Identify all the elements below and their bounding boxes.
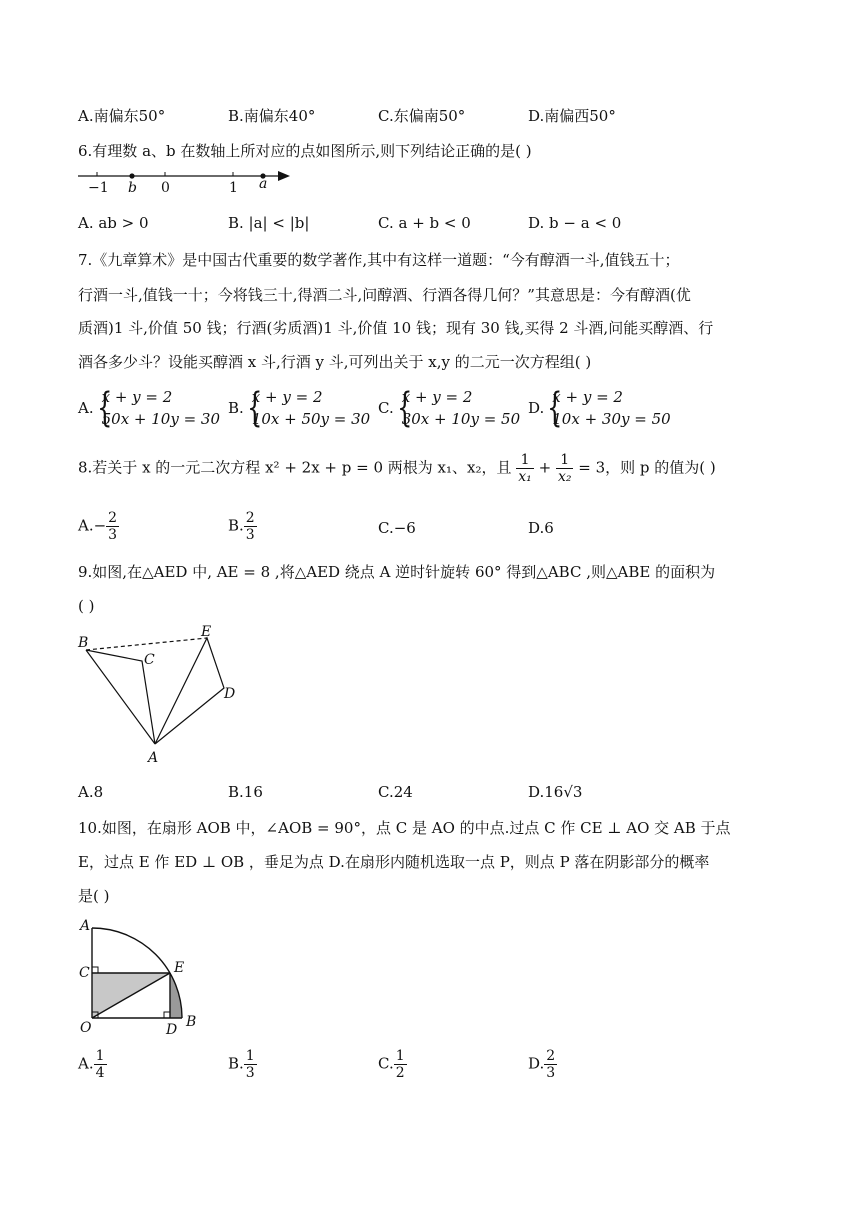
q5-option-c: C.东偏南50° [378, 107, 466, 125]
label-c: C [79, 965, 90, 981]
q8-option-b: B. $\frac{2}{3}$ [228, 510, 255, 543]
point-b [129, 173, 134, 178]
tick-zero: 0 [161, 180, 170, 196]
q9-option-a: A.8 [78, 783, 104, 801]
tick-b: b [128, 180, 137, 196]
q10-stem-2: E，过点 E 作 ED ⊥ OB ，垂足为点 D.在扇形内随机选取一点 P，则点 P 落在阴影部分的概率 [78, 853, 710, 871]
q8-option-c: C.−6 [378, 519, 416, 537]
q7-line-3: 质酒)1 斗,价值 50 钱；行酒(劣质酒)1 斗,价值 10 钱；现有 30 钱,买得 2 斗酒,问能买醇酒、行 [78, 319, 714, 337]
q8-stem: 8.若关于 x 的一元二次方程 x² + 2x + p = 0 两根为 x₁、x₂，且 $\frac{1}{\text{x₁}}$ + $\frac{1}{\text{x₂}}$ = 3，则 p 的值为( ) [78, 452, 716, 485]
q10-option-a: A. $\frac{1}{4}$ [78, 1048, 105, 1081]
q10-figure [74, 912, 214, 1042]
label-a: A [80, 918, 91, 934]
q7-line-4: 酒各多少斗？设能买醇酒 x 斗,行酒 y 斗,可列出关于 x,y 的二元一次方程组( ) [78, 353, 592, 371]
q7-line-2: 行酒一斗,值钱一十；今将钱三十,得酒二斗,问醇酒、行酒各得几何？”其意思是：今有醇酒(优 [78, 286, 691, 304]
label-d: D [166, 1022, 178, 1038]
label-d: D [224, 686, 236, 702]
q9-figure [70, 620, 250, 770]
label-b: B [78, 635, 89, 651]
label-a: A [148, 750, 159, 766]
tick-minus-one: −1 [88, 180, 109, 196]
q7-option-a: A. { x + y = 2 50x + 10y = 30 [78, 385, 221, 431]
q7-line-1: 7.《九章算术》是中国古代重要的数学著作,其中有这样一道题：“今有醇酒一斗,值钱五十； [78, 251, 680, 269]
q8-option-d: D.6 [528, 519, 554, 537]
q7-option-d: D. { x + y = 2 10x + 30y = 50 [528, 385, 671, 431]
label-b: B [186, 1014, 197, 1030]
tick-one: 1 [229, 180, 238, 196]
q10-stem-3: 是( ) [78, 887, 110, 905]
shaded-segment [170, 973, 182, 1018]
label-e: E [174, 960, 185, 976]
q6-option-c: C. a + b < 0 [378, 214, 471, 232]
q5-option-d: D.南偏西50° [528, 107, 616, 125]
q8-option-a: A.− $\frac{2}{3}$ [78, 510, 118, 543]
q9-option-b: B.16 [228, 783, 263, 801]
q9-option-d: D.16√3 [528, 783, 583, 801]
q6-stem: 6.有理数 a、b 在数轴上所对应的点如图所示,则下列结论正确的是( ) [78, 142, 532, 160]
q8-frac-1: $\frac{1}{\text{x₁}}$ [518, 452, 532, 485]
q9-stem-2: ( ) [78, 597, 95, 615]
q10-stem-1: 10.如图，在扇形 AOB 中，∠AOB = 90°，点 C 是 AO 的中点.过点 C 作 CE ⊥ AO 交 AB 于点 [78, 819, 731, 837]
label-o: O [80, 1020, 92, 1036]
q10-option-c: C. $\frac{1}{2}$ [378, 1048, 405, 1081]
q5-option-a: A.南偏东50° [78, 107, 166, 125]
q6-option-a: A. ab > 0 [78, 214, 149, 232]
q8-frac-2: $\frac{1}{\text{x₂}}$ [557, 452, 572, 485]
tick-a: a [259, 176, 268, 192]
label-c: C [144, 652, 155, 668]
q10-option-d: D. $\frac{2}{3}$ [528, 1048, 556, 1081]
q6-option-b: B. |a| < |b| [228, 214, 310, 232]
q9-stem-1: 9.如图,在△AED 中, AE = 8 ,将△AED 绕点 A 逆时针旋转 60° 得到△ABC ,则△ABE 的面积为 [78, 563, 716, 581]
q6-number-line [78, 166, 298, 196]
label-e: E [201, 624, 212, 640]
q10-option-b: B. $\frac{1}{3}$ [228, 1048, 255, 1081]
q6-option-d: D. b − a < 0 [528, 214, 622, 232]
q5-option-b: B.南偏东40° [228, 107, 316, 125]
q7-option-b: B. { x + y = 2 10x + 50y = 30 [228, 385, 371, 431]
q7-option-c: C. { x + y = 2 30x + 10y = 50 [378, 385, 521, 431]
q9-option-c: C.24 [378, 783, 413, 801]
